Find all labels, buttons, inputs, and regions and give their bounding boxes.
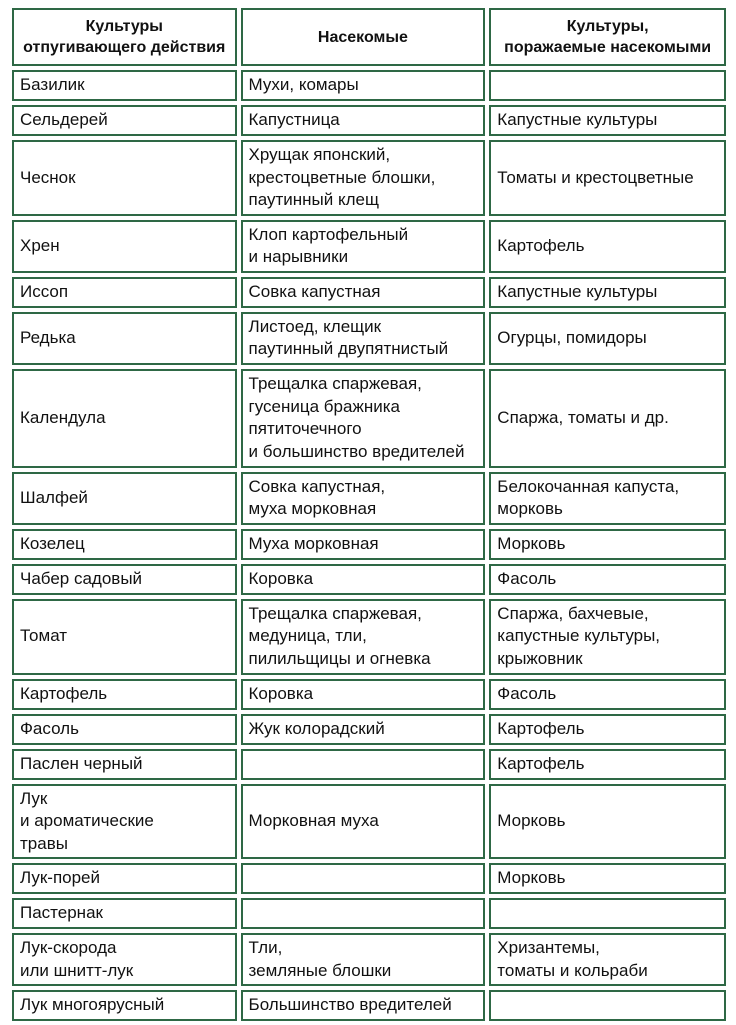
table-row <box>12 472 726 525</box>
cell-affected-crops-line: Белокочанная капуста, <box>497 476 680 496</box>
companion-planting-table <box>8 4 730 1025</box>
cell-repellent-crop <box>12 714 237 745</box>
cell-repellent-crop-line: Томат <box>20 626 68 646</box>
cell-affected-crops <box>489 277 726 308</box>
cell-insects <box>241 784 486 860</box>
cell-affected-crops-line: Огурцы, помидоры <box>497 327 647 347</box>
cell-affected-crops-line: морковь <box>497 499 563 518</box>
cell-insects-line: паутинный двупятнистый <box>248 339 449 358</box>
cell-insects <box>241 220 486 273</box>
cell-insects-line: Коровка <box>248 568 314 588</box>
table-row <box>12 714 726 745</box>
cell-insects <box>241 277 486 308</box>
cell-repellent-crop <box>12 990 237 1021</box>
cell-insects-line: Трещалка спаржевая, <box>248 374 422 393</box>
cell-repellent-crop <box>12 933 237 986</box>
cell-affected-crops-line: Капустные культуры <box>497 281 658 301</box>
table-row <box>12 369 726 468</box>
cell-insects-line: гусеница бражника <box>248 396 400 416</box>
table-header <box>12 8 726 66</box>
cell-repellent-crop-line: Календула <box>20 407 106 427</box>
cell-affected-crops-line: Морковь <box>497 811 566 830</box>
table-row <box>12 898 726 929</box>
cell-affected-crops <box>489 749 726 780</box>
table-row <box>12 564 726 595</box>
header-insects-line: Насекомые <box>317 28 408 46</box>
cell-insects <box>241 749 486 780</box>
cell-repellent-crop-line: Лук-скорода <box>20 938 117 957</box>
cell-insects-line: Морковная муха <box>248 811 379 830</box>
cell-insects-line: Муха морковная <box>248 533 379 553</box>
cell-insects-line: муха морковная <box>248 499 377 518</box>
cell-insects-line: паутинный клещ <box>248 190 379 209</box>
cell-affected-crops-line: томаты и кольраби <box>497 960 648 980</box>
cell-affected-crops <box>489 472 726 525</box>
cell-repellent-crop <box>12 277 237 308</box>
cell-repellent-crop <box>12 564 237 595</box>
table-row <box>12 863 726 894</box>
cell-insects-line: и нарывники <box>248 247 349 266</box>
cell-repellent-crop <box>12 749 237 780</box>
cell-insects <box>241 863 486 894</box>
cell-repellent-crop <box>12 105 237 136</box>
table-row <box>12 599 726 675</box>
cell-repellent-crop <box>12 140 237 216</box>
cell-affected-crops-line: Томаты и крестоцветные <box>497 167 694 187</box>
cell-insects <box>241 933 486 986</box>
header-insects <box>241 8 486 66</box>
cell-repellent-crop-line: Базилик <box>20 75 85 95</box>
table-row <box>12 933 726 986</box>
cell-repellent-crop-line: и ароматические <box>20 811 154 830</box>
cell-affected-crops <box>489 863 726 894</box>
cell-affected-crops <box>489 140 726 216</box>
cell-affected-crops <box>489 369 726 468</box>
cell-affected-crops <box>489 784 726 860</box>
cell-repellent-crop-line: Хрен <box>20 235 60 255</box>
cell-repellent-crop-line: или шнитт-лук <box>20 960 134 980</box>
cell-affected-crops-line: крыжовник <box>497 648 583 668</box>
header-row <box>12 8 726 66</box>
cell-insects-line: пятиточечного <box>248 419 362 438</box>
table-row <box>12 105 726 136</box>
cell-affected-crops <box>489 898 726 929</box>
cell-insects <box>241 369 486 468</box>
cell-insects-line: Коровка <box>248 683 314 703</box>
cell-insects <box>241 679 486 710</box>
cell-repellent-crop <box>12 863 237 894</box>
cell-affected-crops-line: Морковь <box>497 533 566 553</box>
table-row <box>12 312 726 365</box>
table-row <box>12 220 726 273</box>
cell-insects <box>241 105 486 136</box>
cell-insects-line: Большинство вредителей <box>248 995 452 1015</box>
cell-insects-line: медуница, тли, <box>248 626 367 646</box>
cell-repellent-crop <box>12 529 237 560</box>
cell-affected-crops <box>489 70 726 101</box>
cell-affected-crops-line: Спаржа, томаты и др. <box>497 407 669 427</box>
cell-repellent-crop-line: Шалфей <box>20 487 88 507</box>
header-repellent-crops <box>12 8 237 66</box>
cell-insects-line: Жук колорадский <box>248 718 385 738</box>
table-row <box>12 277 726 308</box>
cell-repellent-crop <box>12 898 237 929</box>
cell-insects <box>241 990 486 1021</box>
cell-insects-line: Трещалка спаржевая, <box>248 603 422 623</box>
cell-repellent-crop <box>12 70 237 101</box>
cell-repellent-crop-line: Сельдерей <box>20 110 108 130</box>
header-affected-crops-line: Культуры, <box>566 18 649 35</box>
cell-insects <box>241 714 486 745</box>
cell-repellent-crop-line: Редька <box>20 327 76 347</box>
cell-repellent-crop <box>12 312 237 365</box>
table-row <box>12 70 726 101</box>
cell-insects-line: Хрущак японский, <box>248 145 391 164</box>
cell-affected-crops-line: Спаржа, бахчевые, <box>497 603 649 623</box>
table-row <box>12 529 726 560</box>
header-affected-crops-line: поражаемые насекомыми <box>504 39 712 56</box>
cell-insects-line: Клоп картофельный <box>248 224 409 244</box>
cell-repellent-crop-line: Фасоль <box>20 718 79 738</box>
cell-repellent-crop <box>12 369 237 468</box>
cell-insects <box>241 140 486 216</box>
cell-insects-line: Совка капустная, <box>248 476 386 496</box>
cell-repellent-crop-line: Пастернак <box>20 903 103 923</box>
cell-insects-line: Капустница <box>248 110 340 130</box>
table-row <box>12 784 726 860</box>
cell-affected-crops <box>489 679 726 710</box>
cell-affected-crops <box>489 105 726 136</box>
cell-affected-crops-line: Фасоль <box>497 568 557 588</box>
cell-repellent-crop <box>12 679 237 710</box>
cell-affected-crops <box>489 312 726 365</box>
cell-affected-crops <box>489 220 726 273</box>
cell-insects-line: Листоед, клещик <box>248 316 382 336</box>
cell-insects <box>241 312 486 365</box>
cell-affected-crops-line: Морковь <box>497 868 566 888</box>
cell-affected-crops <box>489 564 726 595</box>
cell-affected-crops-line: Картофель <box>497 753 585 773</box>
table-body <box>12 70 726 1021</box>
cell-repellent-crop-line: Паслен черный <box>20 753 143 773</box>
table-row <box>12 140 726 216</box>
cell-affected-crops-line: Картофель <box>497 235 585 255</box>
cell-insects-line: Тли, <box>248 938 283 957</box>
cell-affected-crops <box>489 714 726 745</box>
cell-repellent-crop-line: Лук многоярусный <box>20 995 165 1015</box>
cell-affected-crops-line: Картофель <box>497 718 585 738</box>
cell-repellent-crop-line: Иссоп <box>20 281 69 301</box>
cell-repellent-crop-line: Картофель <box>20 683 108 703</box>
cell-insects-line: Совка капустная <box>248 281 381 301</box>
cell-repellent-crop-line: Чеснок <box>20 167 76 187</box>
cell-insects <box>241 898 486 929</box>
cell-repellent-crop-line: Лук <box>20 788 48 808</box>
cell-affected-crops-line: Капустные культуры <box>497 110 658 130</box>
cell-insects-line: крестоцветные блошки, <box>248 167 436 187</box>
cell-insects <box>241 70 486 101</box>
header-repellent-crops-line: отпугивающего действия <box>23 39 226 56</box>
cell-affected-crops <box>489 933 726 986</box>
header-affected-crops <box>489 8 726 66</box>
cell-insects-line: земляные блошки <box>248 960 392 980</box>
cell-insects <box>241 529 486 560</box>
cell-insects-line: и большинство вредителей <box>248 441 465 461</box>
cell-repellent-crop <box>12 220 237 273</box>
table-row <box>12 749 726 780</box>
cell-insects <box>241 472 486 525</box>
cell-insects <box>241 564 486 595</box>
cell-affected-crops-line: Фасоль <box>497 683 557 703</box>
cell-insects <box>241 599 486 675</box>
cell-repellent-crop-line: Чабер садовый <box>20 568 143 588</box>
cell-repellent-crop-line: Козелец <box>20 533 85 553</box>
cell-repellent-crop <box>12 784 237 860</box>
table-row <box>12 990 726 1021</box>
cell-repellent-crop-line: травы <box>20 833 68 853</box>
cell-affected-crops <box>489 990 726 1021</box>
cell-affected-crops <box>489 529 726 560</box>
cell-insects-line: Мухи, комары <box>248 75 359 95</box>
header-repellent-crops-line: Культуры <box>85 18 163 35</box>
cell-affected-crops-line: Хризантемы, <box>497 938 600 957</box>
cell-repellent-crop <box>12 472 237 525</box>
table-row <box>12 679 726 710</box>
cell-insects-line: пилильщицы и огневка <box>248 648 431 668</box>
cell-repellent-crop-line: Лук-порей <box>20 868 101 888</box>
cell-repellent-crop <box>12 599 237 675</box>
cell-affected-crops <box>489 599 726 675</box>
cell-affected-crops-line: капустные культуры, <box>497 626 661 646</box>
